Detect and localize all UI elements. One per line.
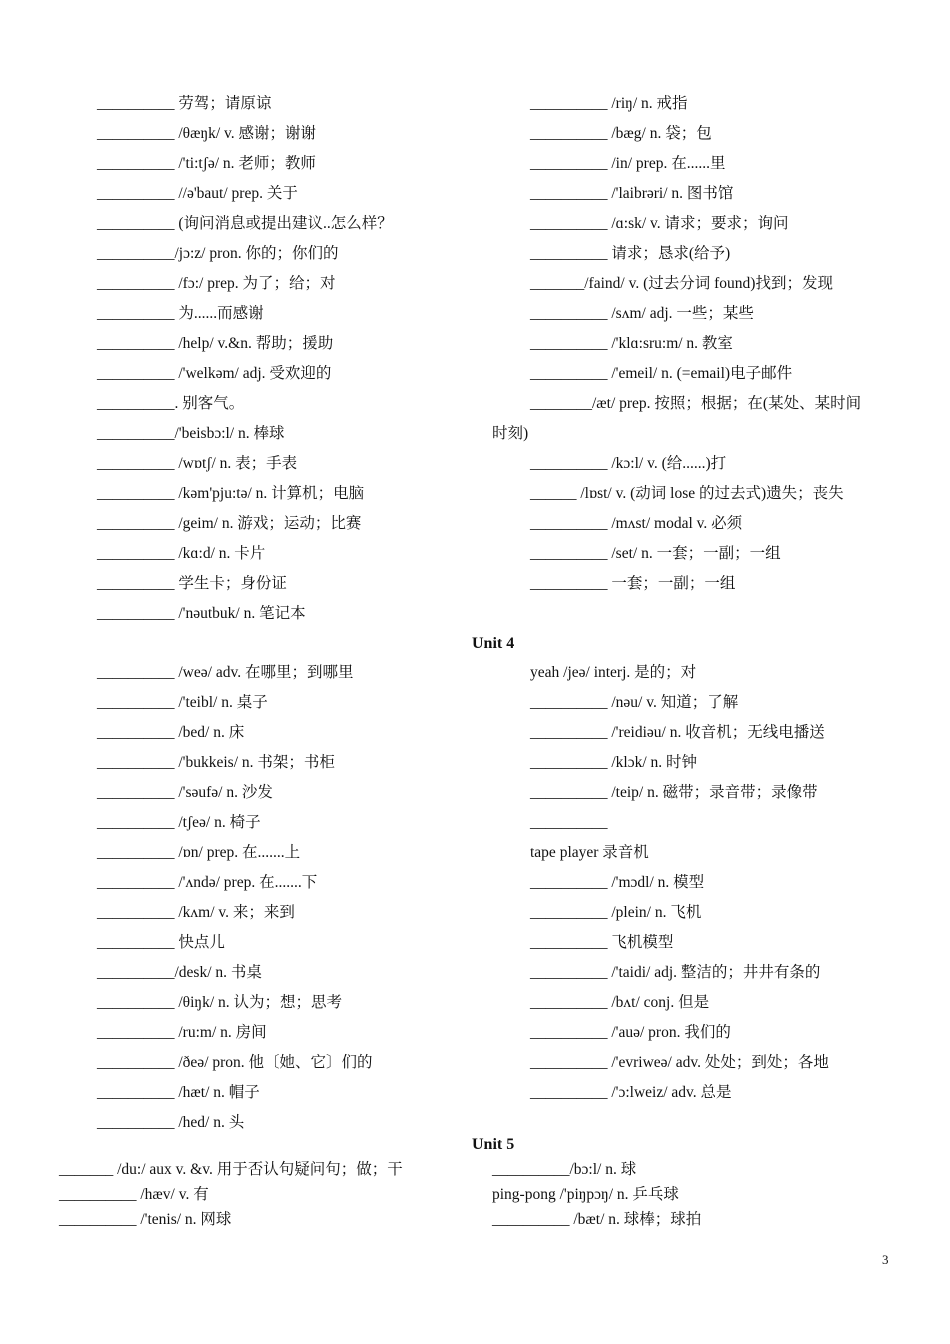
vocab-line: __________. 别客气。 [97, 395, 245, 412]
vocab-line: __________ 请求；恳求(给予) [530, 245, 731, 262]
vocab-line: __________ /'bukkeis/ n. 书架；书柜 [97, 754, 335, 771]
vocab-line: ______ /lɒst/ v. (动词 lose 的过去式)遗失；丧失 [530, 485, 844, 502]
vocab-line: __________ /set/ n. 一套；一副；一组 [530, 545, 781, 562]
vocab-line: __________ /'klɑ:sru:m/ n. 教室 [530, 335, 733, 352]
vocab-line: __________ /kəm'pju:tə/ n. 计算机；电脑 [97, 485, 365, 502]
vocab-line: __________ 飞机模型 [530, 934, 674, 951]
vocab-line: __________ /klɔk/ n. 时钟 [530, 754, 698, 771]
vocab-line: __________ /'nəutbuk/ n. 笔记本 [97, 605, 306, 622]
vocab-line: __________ /bæg/ n. 袋；包 [530, 125, 712, 142]
vocab-line: __________ [530, 814, 608, 831]
vocab-line: __________ /weə/ adv. 在哪里；到哪里 [97, 664, 354, 681]
vocab-line: __________ /mʌst/ modal v. 必须 [530, 515, 743, 532]
vocab-line: __________ /bed/ n. 床 [97, 724, 245, 741]
vocab-line: __________ /kʌm/ v. 来；来到 [97, 904, 295, 921]
vocab-line: __________ /'reidiəu/ n. 收音机；无线电播送 [530, 724, 825, 741]
vocab-line: ________/æt/ prep. 按照；根据；在(某处、某时间 [530, 395, 862, 412]
vocab-line: __________ /'taidi/ adj. 整洁的；井井有条的 [530, 964, 821, 981]
vocab-line: __________ /'welkəm/ adj. 受欢迎的 [97, 365, 332, 382]
vocab-line: __________ 学生卡；身份证 [97, 575, 287, 592]
vocab-line: __________ /plein/ n. 飞机 [530, 904, 702, 921]
vocab-line: __________ 为......而感谢 [97, 305, 264, 322]
vocab-line: __________ /hæv/ v. 有 [59, 1186, 209, 1203]
vocab-line: __________ /hed/ n. 头 [97, 1114, 245, 1131]
vocab-line: __________ /geim/ n. 游戏；运动；比赛 [97, 515, 362, 532]
vocab-line: __________ /ɑ:sk/ v. 请求；要求；询问 [530, 215, 789, 232]
vocab-line: __________ /'ɔ:lweiz/ adv. 总是 [530, 1084, 732, 1101]
vocab-line: __________ /'səufə/ n. 沙发 [97, 784, 273, 801]
vocab-line: __________ /'mɔdl/ n. 模型 [530, 874, 705, 891]
vocab-line: __________ /riŋ/ n. 戒指 [530, 95, 688, 112]
vocab-line: __________ //ə'baut/ prep. 关于 [97, 185, 298, 202]
vocab-line: __________ /'ti:tʃə/ n. 老师；教师 [97, 155, 316, 172]
vocab-line: __________/bɔ:l/ n. 球 [492, 1161, 637, 1178]
vocab-line: __________/jɔ:z/ pron. 你的；你们的 [97, 245, 339, 262]
vocab-line: __________ /θiŋk/ n. 认为；想；思考 [97, 994, 343, 1011]
vocab-line: __________ /in/ prep. 在......里 [530, 155, 726, 172]
vocab-line: tape player 录音机 [530, 844, 649, 861]
vocab-line: __________/'beisbɔ:l/ n. 棒球 [97, 425, 285, 442]
vocab-line: __________ /hæt/ n. 帽子 [97, 1084, 260, 1101]
vocab-line: __________ /'evriweə/ adv. 处处；到处；各地 [530, 1054, 829, 1071]
vocab-line: __________ /kɑ:d/ n. 卡片 [97, 545, 266, 562]
vocab-line: __________/desk/ n. 书桌 [97, 964, 262, 981]
vocab-line: _______/faind/ v. (过去分词 found)找到；发现 [530, 275, 833, 292]
vocab-line: 时刻) [492, 425, 529, 442]
vocab-line: __________ /fɔ:/ prep. 为了；给；对 [97, 275, 336, 292]
vocab-line: __________ /'emeil/ n. (=email)电子邮件 [530, 365, 793, 382]
vocab-line: __________ 劳驾；请原谅 [97, 95, 272, 112]
vocab-line: __________ /ru:m/ n. 房间 [97, 1024, 267, 1041]
vocab-line: __________ /sʌm/ adj. 一些；某些 [530, 305, 754, 322]
vocab-line: ping-pong /'piŋpɔŋ/ n. 乒乓球 [492, 1186, 679, 1203]
vocab-line: yeah /jeə/ interj. 是的；对 [530, 664, 697, 681]
vocab-line: __________ /ɒn/ prep. 在.......上 [97, 844, 301, 861]
vocab-line: __________ /nəu/ v. 知道；了解 [530, 694, 739, 711]
vocab-line: __________ /bʌt/ conj. 但是 [530, 994, 710, 1011]
unit5-heading: Unit 5 [472, 1136, 515, 1153]
unit4-heading: Unit 4 [472, 635, 515, 652]
vocab-line: __________ /θæŋk/ v. 感谢；谢谢 [97, 125, 317, 142]
vocab-line: __________ 一套；一副；一组 [530, 575, 736, 592]
vocab-line: __________ /tʃeə/ n. 椅子 [97, 814, 261, 831]
vocab-line: __________ /kɔ:l/ v. (给......)打 [530, 455, 727, 472]
vocab-line: __________ /teip/ n. 磁带；录音带；录像带 [530, 784, 818, 801]
vocab-line: __________ /'auə/ pron. 我们的 [530, 1024, 731, 1041]
vocab-line: __________ /wɒtʃ/ n. 表；手表 [97, 455, 298, 472]
vocab-line: __________ /'tenis/ n. 网球 [59, 1211, 232, 1228]
vocab-line: __________ /'teibl/ n. 桌子 [97, 694, 268, 711]
vocab-line: _______ /du:/ aux v. &v. 用于否认句疑问句；做；干 [59, 1161, 403, 1178]
vocab-line: __________ /help/ v.&n. 帮助；援助 [97, 335, 334, 352]
vocab-line: __________ /bæt/ n. 球棒；球拍 [492, 1211, 702, 1228]
page-number: 3 [882, 1252, 889, 1267]
vocab-line: __________ /ðeə/ pron. 他〔她、它〕们的 [97, 1054, 373, 1071]
vocab-line: __________ /'laibrəri/ n. 图书馆 [530, 185, 734, 202]
vocab-line: __________ 快点儿 [97, 934, 225, 951]
vocab-line: __________ /'ʌndə/ prep. 在.......下 [97, 874, 318, 891]
vocab-line: __________ (询问消息或提出建议..怎么样？ [97, 215, 393, 232]
